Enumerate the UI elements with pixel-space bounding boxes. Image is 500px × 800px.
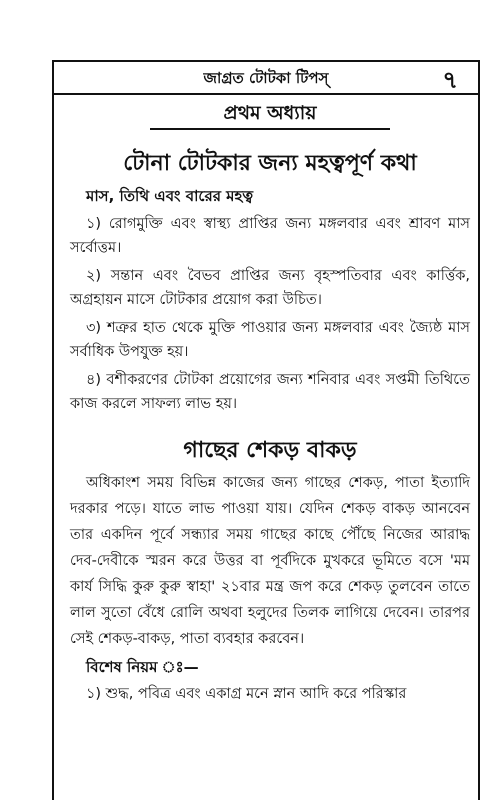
page-number: ৭ — [442, 66, 458, 94]
main-title: টোনা টোটকার জন্য মহত্বপূর্ণ কথা — [123, 151, 417, 176]
running-title: জাগ্রত টোটকা টিপস্ — [203, 69, 329, 87]
point-2: ২) সন্তান এবং বৈভব প্রাপ্তির জন্য বৃহস্পতিবার এবং কার্ত্তিক, অগ্রহায়ন মাসে টোটকার প্রয়োগ করা উচিত। — [70, 268, 470, 308]
section-body: অধিকাংশ সময় বিভিন্ন কাজের জন্য গাছের শেকড়, পাতা ইত্যাদি দরকার পড়ে। যাতে লাভ পাওয়া যায়। যেদিন শেকড় বাকড় আনবেন তার একদিন পূর্বে সন্ধ্যার সময় গাছের কাছে পৌঁছে নিজের আরাদ্ধ দেব-দেবীকে স্মরন করে উত্তর বা পূর্বদিকে মুখকরে ভূমিতে বসে 'মম কার্য সিদ্ধি কুরু কুরু স্বাহা' ২১বার মন্ত্র জপ করে শেকড় তুলবেন তাতে লাল সুতো বেঁধে রোলি অথবা হলুদের তিলক লাগিয়ে দেবেন। তারপর সেই শেকড়-বাকড়, পাতা ব্যবহার করবেন। — [70, 475, 470, 647]
section-title: গাছের শেকড় বাকড় — [183, 438, 357, 463]
point-3: ৩) শত্রুর হাত থেকে মুক্তি পাওয়ার জন্য মঙ্গলবার এবং জ্যৈষ্ঠ মাস সর্বাধিক উপযুক্ত হয়। — [70, 320, 470, 360]
rule-1: ১) শুদ্ধ, পবিত্র এবং একাগ্র মনে স্নান আদি করে পরিস্কার — [86, 686, 407, 702]
point-4: ৪) বশীকরণের টোটকা প্রয়োগের জন্য শনিবার এবং সপ্তমী তিথিতে কাজ করলে সাফল্য লাভ হয়। — [70, 372, 470, 412]
rules-heading: বিশেষ নিয়ম ঃ— — [86, 658, 199, 676]
page-header — [52, 60, 480, 95]
chapter-heading: প্রথম অধ্যায় — [223, 102, 317, 124]
point-1: ১) রোগমুক্তি এবং স্বাস্থ্য প্রাপ্তির জন্য মঙ্গলবার এবং শ্রাবণ মাস সর্বোত্তম। — [70, 216, 470, 256]
chapter-underline — [150, 128, 390, 130]
page-content — [70, 98, 470, 710]
sub-title: মাস, তিথি এবং বারের মহত্ব — [86, 187, 254, 205]
